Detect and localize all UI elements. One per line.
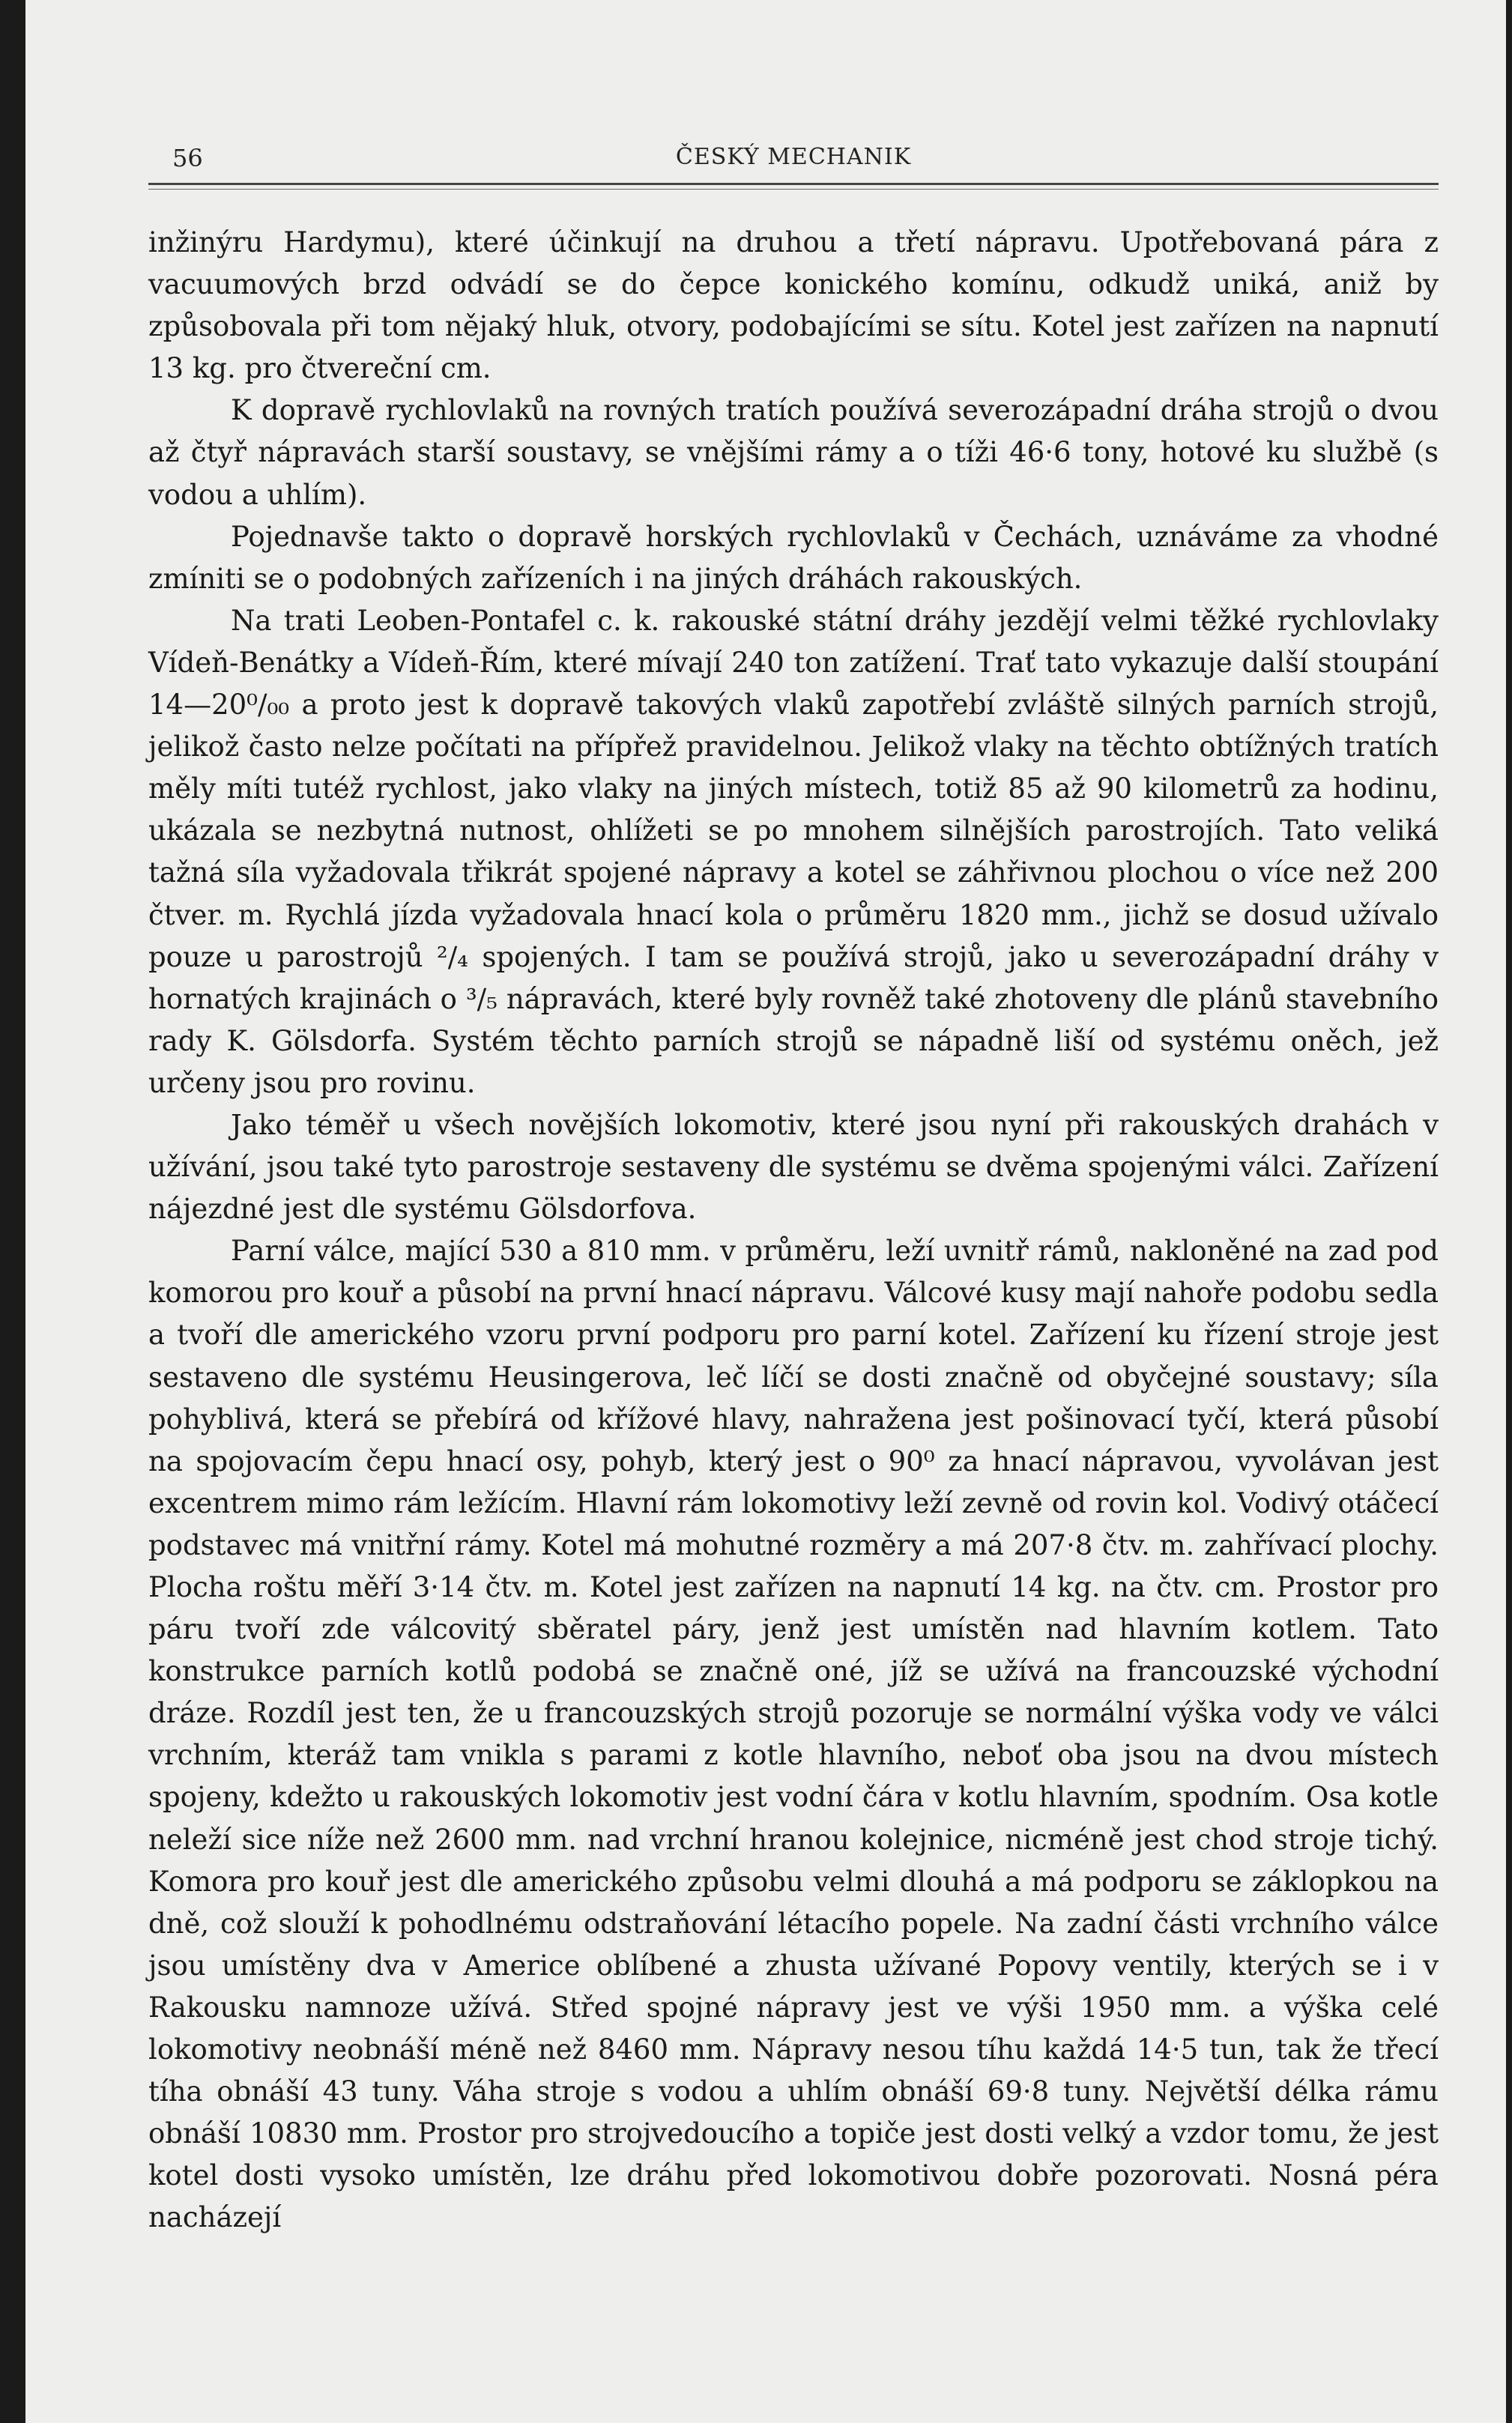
page-number: 56 <box>172 144 203 172</box>
paragraph: Na trati Leoben-Pontafel c. k. rakouské státní dráhy jezdějí velmi těžké rychlovlaky Vídeň-Benátky a Vídeň-Řím, které mívají 240 ton zatížení. Trať tato vykazuje další stoupání 14—20⁰/₀₀ a proto jest k dopravě takových vlaků zapotřebí zvláště silných parních strojů, jelikož často nelze počítati na přípřež pravidelnou. Jelikož vlaky na těchto obtížných tratích měly míti tutéž rychlost, jako vlaky na jiných místech, totiž 85 až 90 kilometrů za hodinu, ukázala se nezbytná nutnost, ohlížeti se po mnohem silnějších parostrojích. Tato veliká tažná síla vyžadovala třikrát spojené nápravy a kotel se záhřivnou plochou o více než 200 čtver. m. Rychlá jízda vyžadovala hnací kola o průměru 1820 mm., jichž se dosud užívalo pouze u parostrojů ²/₄ spojených. I tam se používá strojů, jako u severozápadní dráhy v hornatých krajinách o ³/₅ nápravách, které byly rovněž také zhotoveny dle plánů stavebního rady K. Gölsdorfa. Systém těchto parních strojů se nápadně liší od systému oněch, jež určeny jsou pro rovinu. <box>148 604 1439 1099</box>
header-rule-thin <box>148 189 1439 190</box>
header-rule <box>148 183 1439 185</box>
paragraph: Jako téměř u všech novějších lokomotiv, které jsou nyní při rakouských drahách v užívání, jsou také tyto parostroje sestaveny dle systému se dvěma spojenými válci. Zařízení nájezdné jest dle systému Gölsdorfova. <box>148 1108 1439 1226</box>
page-header <box>148 144 1439 174</box>
paragraph: K dopravě rychlovlaků na rovných tratích používá severozápadní dráha strojů o dvou až čtyř nápravách starší soustavy, se vnějšími rámy a o tíži 46·6 tony, hotové ku službě (s vodou a uhlím). <box>148 394 1439 511</box>
journal-title: ČESKÝ MECHANIK <box>675 144 912 170</box>
paragraph: inžinýru Hardymu), které účinkují na druhou a třetí nápravu. Upotřebovaná pára z vacuumových brzd odvádí se do čepce konického komínu, odkudž uniká, aniž by způsobovala při tom nějaký hluk, otvory, podobajícími se sítu. Kotel jest zařízen na napnutí 13 kg. pro čtvereční cm. <box>148 226 1439 385</box>
article-body <box>148 222 1439 2239</box>
paragraph: Pojednavše takto o dopravě horských rychlovlaků v Čechách, uznáváme za vhodné zmíniti se o podobných zařízeních i na jiných dráhách rakouských. <box>148 520 1439 595</box>
paragraph: Parní válce, mající 530 a 810 mm. v průměru, leží uvnitř rámů, nakloněné na zad pod komorou pro kouř a působí na první hnací nápravu. Válcové kusy mají nahoře podobu sedla a tvoří dle amerického vzoru první podporu pro parní kotel. Zařízení ku řízení stroje jest sestaveno dle systému Heusingerova, leč líčí se dosti značně od obyčejné soustavy; síla pohyblivá, která se přebírá od křížové hlavy, nahražena jest pošinovací tyčí, která působí na spojovacím čepu hnací osy, pohyb, který jest o 90⁰ za hnací nápravou, vyvolávan jest excentrem mimo rám ležícím. Hlavní rám lokomotivy leží zevně od rovin kol. Vodivý otáčecí podstavec má vnitřní rámy. Kotel má mohutné rozměry a má 207·8 čtv. m. zahřívací plochy. Plocha roštu měří 3·14 čtv. m. Kotel jest zařízen na napnutí 14 kg. na čtv. cm. Prostor pro páru tvoří zde válcovitý sběratel páry, jenž jest umístěn nad hlavním kotlem. Tato konstrukce parních kotlů podobá se značně oné, jíž se užívá na francouzské východní dráze. Rozdíl jest ten, že u francouzských strojů pozoruje se normální výška vody ve válci vrchním, kteráž tam vnikla s parami z kotle hlavního, neboť oba jsou na dvou místech spojeny, kdežto u rakouských lokomotiv jest vodní čára v kotlu hlavním, spodním. Osa kotle neleží sice níže než 2600 mm. nad vrchní hranou kolejnice, nicméně jest chod stroje tichý. Komora pro kouř jest dle amerického způsobu velmi dlouhá a má podporu se záklopkou na dně, což slouží k pohodlnému odstraňování létacího popele. Na zadní části vrchního válce jsou umístěny dva v Americe oblíbené a zhusta užívané Popovy ventily, kterých se i v Rakousku namnoze užívá. Střed spojné nápravy jest ve výši 1950 mm. a výška celé lokomotivy neobnáší méně než 8460 mm. Nápravy nesou tíhu každá 14·5 tun, tak že třecí tíha obnáší 43 tuny. Váha stroje s vodou a uhlím obnáší 69·8 tuny. Největší délka rámu obnáší 10830 mm. Prostor pro strojvedoucího a topiče jest dosti velký a vzdor tomu, že jest kotel dosti vysoko umístěn, lze dráhu před lokomotivou dobře pozorovati. Nosná péra nacházejí <box>148 1235 1439 2234</box>
